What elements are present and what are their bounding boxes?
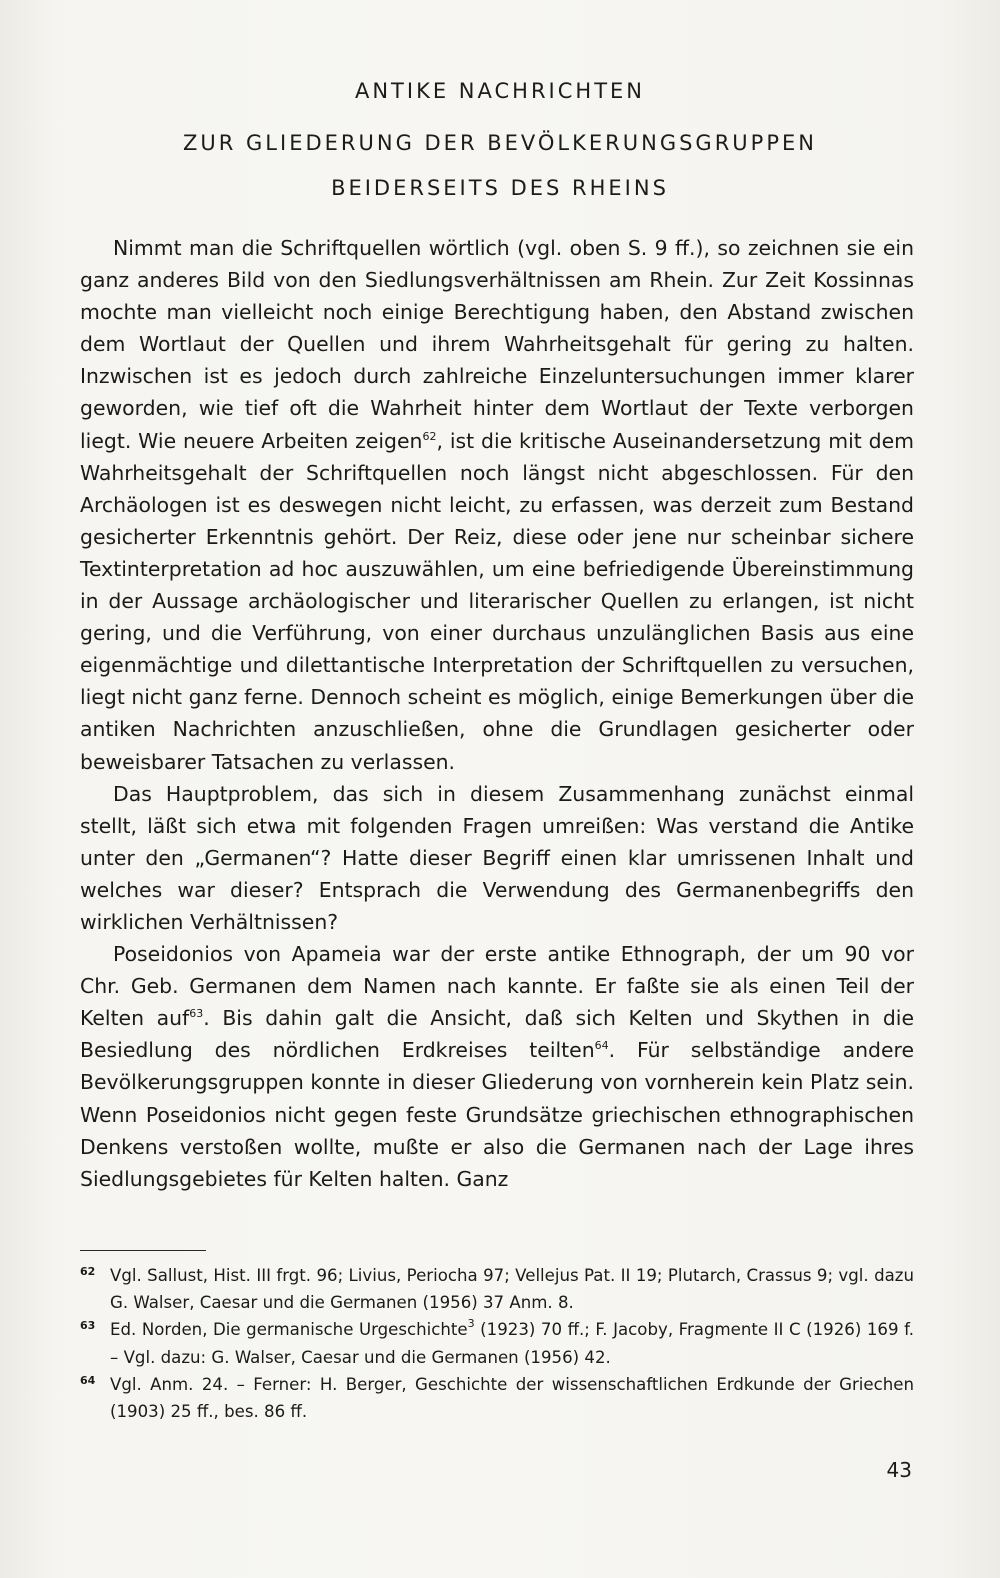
footnote-number: 64 [80,1373,96,1387]
footnotes [80,1262,914,1425]
footnote-number: 62 [80,1265,96,1278]
body-text [80,232,914,1195]
page-number: 43 [886,1458,912,1482]
footnote-ref-62: 62 [422,429,437,443]
paragraph-3-text-c: . Für selbständige andere Bevölkerungsgruppen konnte in dieser Gliederung von vornherein kein Platz sein. Wenn Poseidonios nicht gegen feste Grundsätze griechischen ethnographischen Denkens verstoßen wollte, mußte er also die Germanen nach der Lage ihres Siedlungsgebietes für Kelten halten. Ganz [80,1038,914,1191]
edition-superscript: 3 [467,1317,475,1331]
paragraph-1 [80,232,914,778]
footnote-64 [80,1371,914,1425]
paragraph-3 [80,938,914,1195]
heading-line-3: BEIDERSEITS DES RHEINS [331,176,669,200]
footnote-number: 63 [80,1319,96,1333]
footnote-text: Vgl. Sallust, Hist. III frgt. 96; Livius, Periocha 97; Vellejus Pat. II 19; Plutarch, Crassus 9; vgl. dazu G. Walser, Caesar und die Germanen (1956) 37 Anm. 8. [110,1266,914,1313]
footnote-text-b: (1923) 70 ff.; F. Jacoby, Fragmente II C (1926) 169 f. – Vgl. dazu: G. Walser, Caesar und die Germanen (1956) 42. [110,1320,914,1367]
footnote-ref-64: 64 [594,1039,609,1053]
footnote-ref-63: 63 [189,1007,204,1021]
paragraph-2: Das Hauptproblem, das sich in diesem Zusammenhang zunächst einmal stellt, läßt sich etwa mit folgenden Fragen umreißen: Was verstand die Antike unter den „Germanen“? Hatte dieser Begriff einen klar umrissenen Inhalt und welches war dieser? Entsprach die Verwendung des Germanenbegriffs den wirklichen Verhältnissen? [80,781,914,934]
paragraph-3-text-a: Poseidonios von Apameia war der erste antike Ethnograph, der um 90 vor Chr. Geb. Germanen dem Namen nach kannte. Er faßte sie als einen Teil der Kelten auf [80,942,914,1031]
footnote-text: Vgl. Anm. 24. – Ferner: H. Berger, Geschichte der wissenschaftlichen Erdkunde der Griechen (1903) 25 ff., bes. 86 ff. [110,1374,914,1422]
footnote-text-a: Ed. Norden, Die germanische Urgeschichte [110,1320,468,1340]
heading-line-2: ZUR GLIEDERUNG DER BEVÖLKERUNGSGRUPPEN [183,131,817,155]
footnote-divider [80,1250,206,1251]
heading-line-1: ANTIKE NACHRICHTEN [354,79,645,103]
footnote-62 [80,1262,914,1316]
footnote-63 [80,1316,914,1370]
paragraph-1-text-a: Nimmt man die Schriftquellen wörtlich (vgl. oben S. 9 ff.), so zeichnen sie ein ganz anderes Bild von den Siedlungsverhältnissen am Rhein. Zur Zeit Kossinnas mochte man vielleicht noch einige Berechtigung haben, den Abstand zwischen dem Wortlaut der Quellen und ihrem Wahrheitsgehalt für gering zu halten. Inzwischen ist es jedoch durch zahlreiche Einzeluntersuchungen immer klarer geworden, wie tief oft die Wahrheit hinter dem Wortlaut der Texte verborgen liegt. Wie neuere Arbeiten zeigen [80,236,914,453]
paragraph-1-text-b: , ist die kritische Auseinandersetzung mit dem Wahrheitsgehalt der Schriftquellen noch längst nicht abgeschlossen. Für den Archäologen ist es deswegen nicht leicht, zu erfassen, was derzeit zum Bestand gesicherter Erkenntnis gehört. Der Reiz, diese oder jene nur scheinbar sichere Textinterpretation ad hoc auszuwählen, um eine befriedigende Übereinstimmung in der Aussage archäologischer und literarischer Quellen zu erlangen, ist nicht gering, und die Verführung, von einer durchaus unzulänglichen Basis aus eine eigenmächtige und dilettantische Interpretation der Schriftquellen zu versuchen, liegt nicht ganz ferne. Dennoch scheint es möglich, einige Bemerkungen über die antiken Nachrichten anzuschließen, ohne die Grundlagen gesicherter oder beweisbarer Tatsachen zu verlassen. [80,428,914,774]
paragraph-3-text-b: . Bis dahin galt die Ansicht, daß sich Kelten und Skythen in die Besiedlung des nördlichen Erdkreises teilten [80,1006,914,1063]
